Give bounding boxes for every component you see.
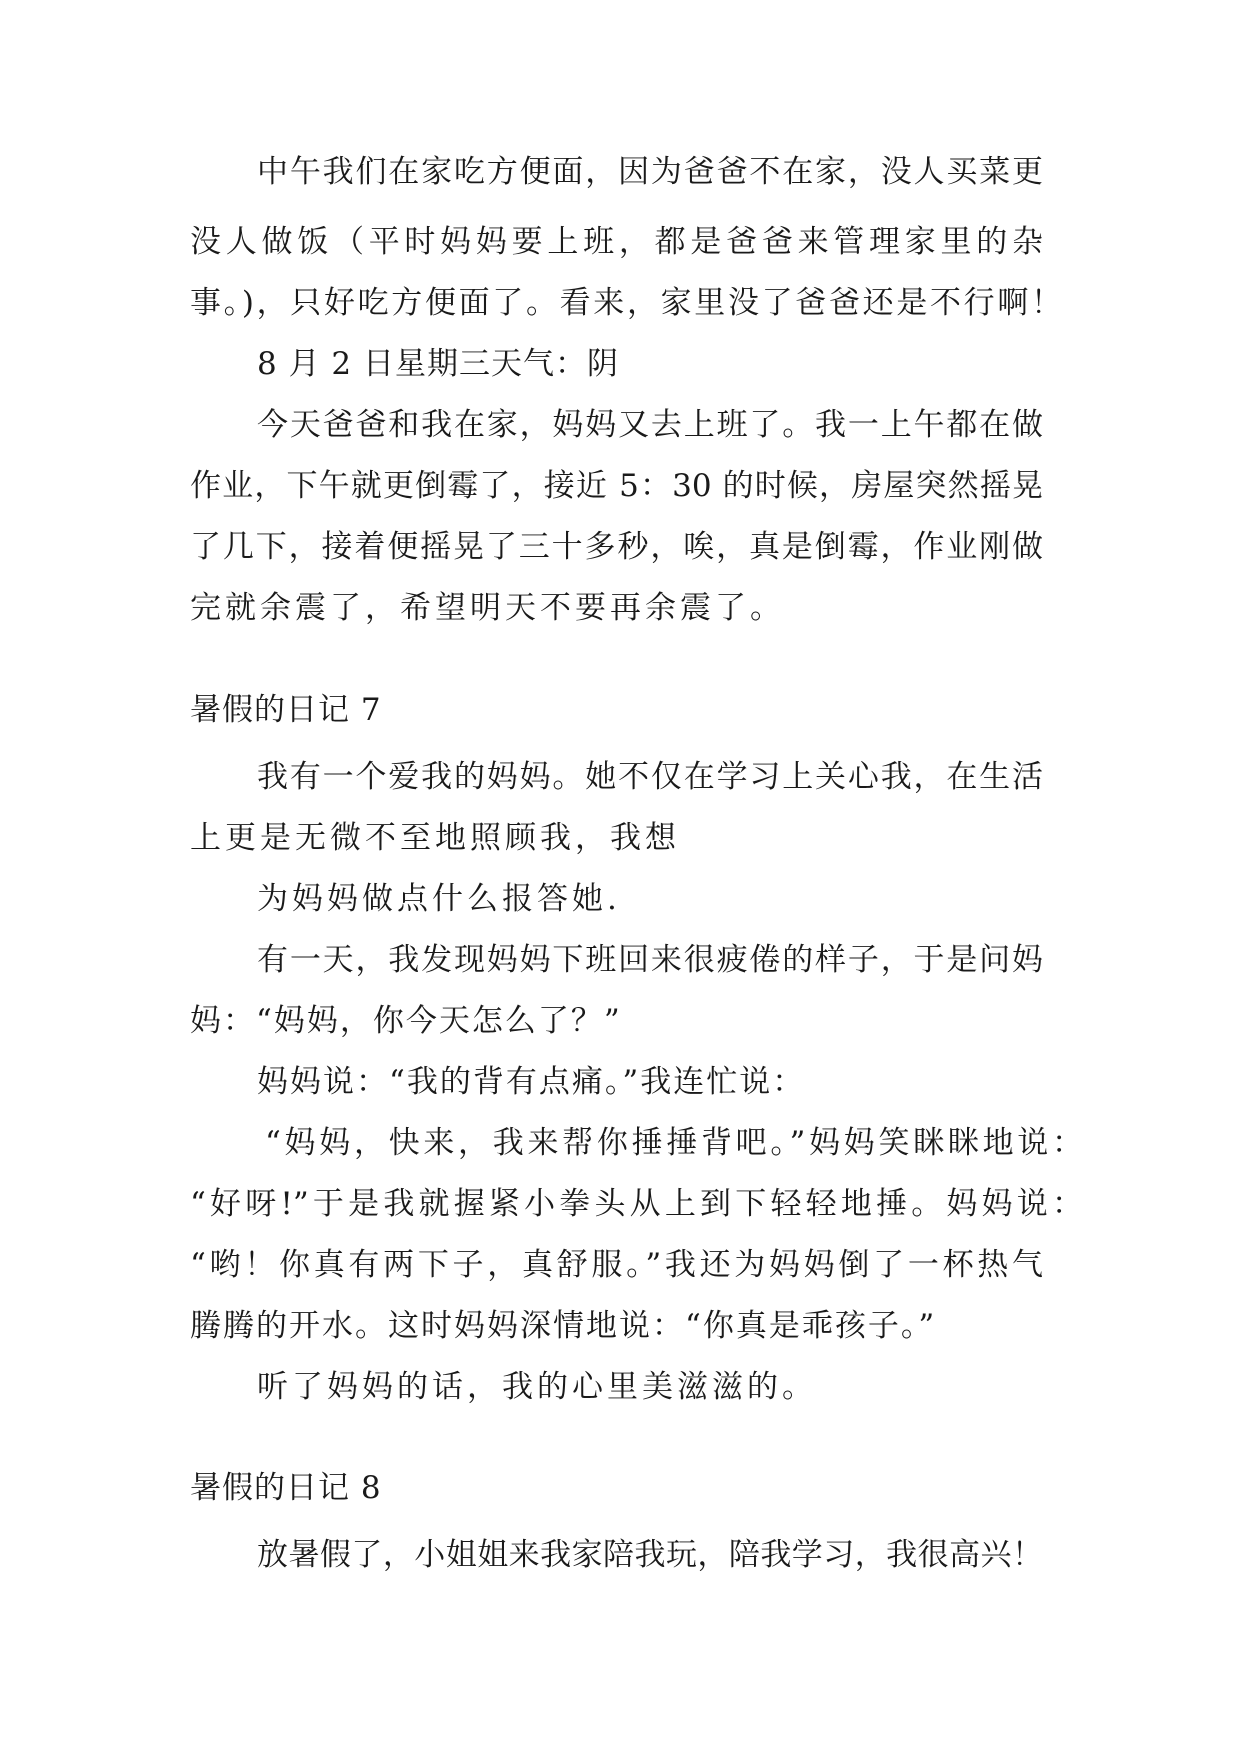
text-line: 完就余震了，希望明天不要再余震了。 [190, 590, 785, 626]
text-line: 有一天，我发现妈妈下班回来很疲倦的样子，于是问妈 [257, 942, 1043, 978]
text-line: 了几下，接着便摇晃了三十多秒，唉，真是倒霉，作业刚做 [190, 529, 1043, 565]
date-weather-line: 8 月 2 日星期三天气：阴 [257, 346, 620, 382]
text-line: 腾腾的开水。这时妈妈深情地说：“你真是乖孩子。” [190, 1308, 937, 1344]
text-line: 今天爸爸和我在家，妈妈又去上班了。我一上午都在做 [257, 407, 1043, 443]
text-line: 为妈妈做点什么报答她. [257, 881, 621, 917]
text-line: “哟！你真有两下子，真舒服。”我还为妈妈倒了一杯热气 [190, 1247, 1043, 1283]
text-line: 我有一个爱我的妈妈。她不仅在学习上关心我，在生活 [257, 759, 1043, 795]
text-line: 没人做饭（平时妈妈要上班，都是爸爸来管理家里的杂 [190, 224, 1043, 260]
text-line: “妈妈，快来，我来帮你捶捶背吧。”妈妈笑眯眯地说： [265, 1125, 1083, 1161]
diary-7-title: 暑假的日记 7 [190, 692, 382, 728]
text-line: 中午我们在家吃方便面，因为爸爸不在家，没人买菜更 [257, 154, 1043, 190]
text-line: 放暑假了，小姐姐来我家陪我玩，陪我学习，我很高兴！ [257, 1537, 1043, 1573]
text-line: “好呀!”于是我就握紧小拳头从上到下轻轻地捶。妈妈说： [190, 1186, 1083, 1222]
text-line: 作业，下午就更倒霉了，接近 5：30 的时候，房屋突然摇晃 [190, 468, 1043, 504]
text-line: 事。)，只好吃方便面了。看来，家里没了爸爸还是不行啊！ [190, 285, 1062, 321]
text-line: 妈妈说：“我的背有点痛。”我连忙说： [257, 1064, 806, 1100]
diary-8-title: 暑假的日记 8 [190, 1470, 382, 1506]
text-line: 听了妈妈的话，我的心里美滋滋的。 [257, 1369, 817, 1405]
text-line: 妈：“妈妈，你今天怎么了？” [190, 1003, 622, 1039]
text-line: 上更是无微不至地照顾我，我想 [190, 820, 680, 856]
